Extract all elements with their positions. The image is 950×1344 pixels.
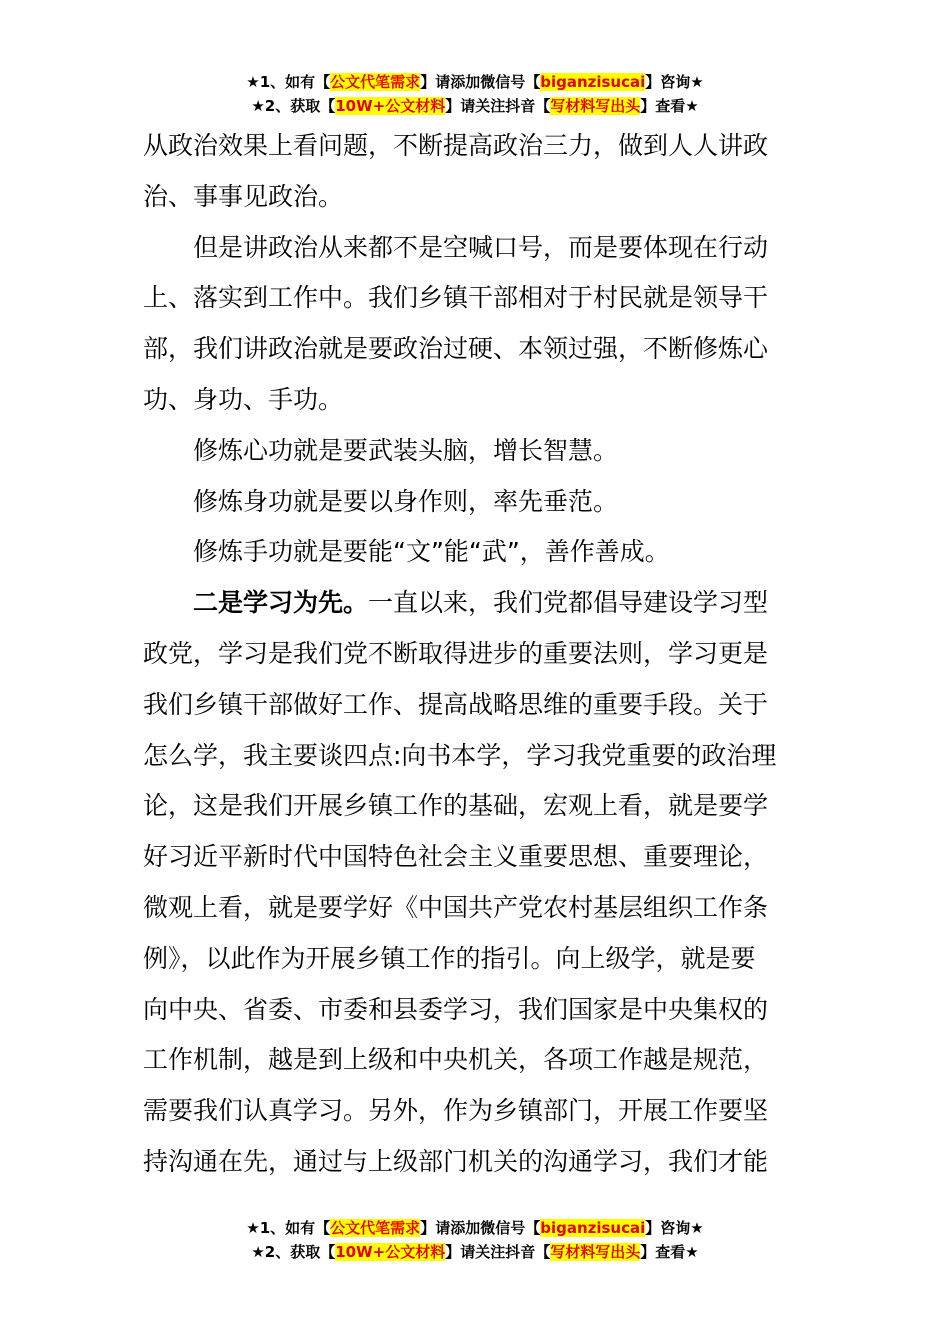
text-line: 修炼心功就是要武装头脑，增长智慧。 — [193, 435, 619, 465]
text-line: 修炼身功就是要以身作则，率先垂范。 — [193, 486, 619, 516]
text-line: 微观上看，就是要学好《中国共产党农村基层组织工作条 — [143, 892, 769, 922]
text-line: 好习近平新时代中国特色社会主义重要思想、重要理论， — [143, 842, 769, 872]
text-line: 上、落实到工作中。我们乡镇干部相对于村民就是领导干 — [143, 283, 769, 313]
highlight-douyin: 写材料写出头 — [550, 1243, 641, 1261]
text-line: 功、身功、手功。 — [143, 384, 344, 414]
text-line: 向中央、省委、市委和县委学习，我们国家是中央集权的 — [143, 994, 769, 1024]
document-body — [143, 121, 803, 1188]
highlight-wechat-id: biganzisucai — [540, 1219, 646, 1237]
text-line: 我们乡镇干部做好工作、提高战略思维的重要手段。关于 — [143, 689, 769, 719]
text-line: 工作机制，越是到上级和中央机关，各项工作越是规范， — [143, 1045, 769, 1075]
highlight-douyin: 写材料写出头 — [550, 97, 641, 115]
header-banner — [0, 70, 950, 118]
highlight-materials: 10W+公文材料 — [335, 97, 446, 115]
text-line: 政党，学习是我们党不断取得进步的重要法则，学习更是 — [143, 638, 769, 668]
text-line: 例》，以此作为开展乡镇工作的指引。向上级学，就是要 — [143, 943, 756, 973]
highlight-service: 公文代笔需求 — [330, 1219, 421, 1237]
banner-line-1: ★1、如有【公文代笔需求】请添加微信号【biganzisucai】咨询★ — [246, 1219, 704, 1237]
text-line: 但是讲政治从来都不是空喊口号，而是要体现在行动 — [193, 232, 769, 262]
text-line: 部，我们讲政治就是要政治过硬、本领过强，不断修炼心 — [143, 334, 769, 364]
banner-line-2: ★2、获取【10W+公文材料】请关注抖音【写材料写出头】查看★ — [251, 97, 699, 115]
banner-line-1: ★1、如有【公文代笔需求】请添加微信号【biganzisucai】咨询★ — [246, 73, 704, 91]
text-line: 论，这是我们开展乡镇工作的基础，宏观上看，就是要学 — [143, 791, 769, 821]
text-line: 持沟通在先，通过与上级部门机关的沟通学习，我们才能 — [143, 1146, 769, 1176]
text-line: 从政治效果上看问题，不断提高政治三力，做到人人讲政 — [143, 131, 769, 160]
section-heading: 二是学习为先。 — [193, 588, 369, 618]
banner-line-2: ★2、获取【10W+公文材料】请关注抖音【写材料写出头】查看★ — [251, 1243, 699, 1261]
text-line: 修炼手功就是要能“文”能“武”，善作善成。 — [193, 537, 670, 567]
text-line: 需要我们认真学习。另外，作为乡镇部门，开展工作要坚 — [143, 1096, 769, 1126]
highlight-materials: 10W+公文材料 — [335, 1243, 446, 1261]
footer-banner — [0, 1216, 950, 1264]
text-line: 二是学习为先。一直以来，我们党都倡导建设学习型 — [193, 588, 769, 618]
highlight-wechat-id: biganzisucai — [540, 73, 646, 91]
text-line: 治、事事见政治。 — [143, 181, 344, 211]
text-line: 怎么学，我主要谈四点:向书本学，学习我党重要的政治理 — [143, 740, 777, 770]
highlight-service: 公文代笔需求 — [330, 73, 421, 91]
